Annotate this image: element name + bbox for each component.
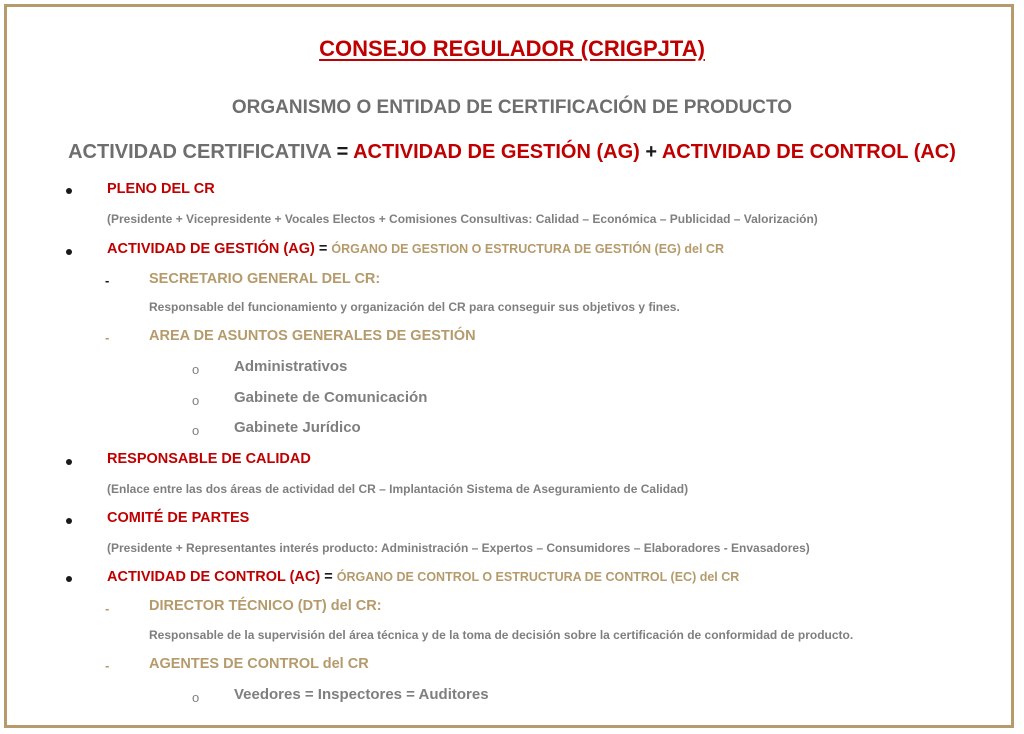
director-heading: DIRECTOR TÉCNICO (DT) del CR: (149, 598, 382, 614)
formula-term-gestion: ACTIVIDAD DE GESTIÓN (AG) (353, 141, 640, 163)
gestion-detail: ÓRGANO DE GESTION O ESTRUCTURA DE GESTIÓN (EG) del CR (331, 242, 724, 256)
area-heading: AREA DE ASUNTOS GENERALES DE GESTIÓN (149, 328, 476, 344)
area-sub-comunicacion: Gabinete de Comunicación (234, 389, 428, 406)
formula-plus: + (639, 141, 662, 163)
page-subtitle: ORGANISMO O ENTIDAD DE CERTIFICACIÓN DE PRODUCTO (231, 97, 793, 118)
formula-equals: = (331, 141, 354, 163)
circle-bullet-icon: o (192, 393, 200, 408)
pleno-note: (Presidente + Vicepresidente + Vocales Electos + Comisiones Consultivas: Calidad – Económica – Publicidad – Valorización) (107, 212, 818, 226)
bullet-icon (66, 576, 72, 582)
comite-note: (Presidente + Representantes interés producto: Administración – Expertos – Consumidores – Elaboradores - Envasadores) (107, 541, 810, 555)
director-note: Responsable de la supervisión del área técnica y de la toma de decisión sobre la certificación de conformidad de producto. (149, 628, 854, 642)
gestion-equals: = (314, 241, 332, 257)
formula-term-control: ACTIVIDAD DE CONTROL (AC) (661, 141, 956, 163)
dash-icon: - (105, 273, 110, 288)
agentes-sub-veedores: Veedores = Inspectores = Auditores (234, 686, 489, 703)
agentes-heading: AGENTES DE CONTROL del CR (149, 656, 369, 672)
pleno-heading: PLENO DEL CR (107, 181, 215, 197)
bullet-icon (66, 518, 72, 524)
control-equals: = (320, 569, 337, 585)
circle-bullet-icon: o (192, 690, 200, 705)
circle-bullet-icon: o (192, 362, 200, 377)
gestion-heading: ACTIVIDAD DE GESTIÓN (AG) (107, 241, 315, 257)
dash-icon: - (105, 601, 110, 616)
calidad-note: (Enlace entre las dos áreas de actividad del CR – Implantación Sistema de Aseguramiento de Calidad) (107, 482, 689, 496)
control-detail: ÓRGANO DE CONTROL O ESTRUCTURA DE CONTROL (EC) del CR (336, 570, 740, 584)
area-sub-administrativos: Administrativos (234, 358, 348, 375)
page-title: CONSEJO REGULADOR (CRIGPJTA) (319, 36, 705, 61)
calidad-heading: RESPONSABLE DE CALIDAD (107, 451, 311, 467)
formula-term-certificativa: ACTIVIDAD CERTIFICATIVA (68, 141, 332, 163)
secretario-heading: SECRETARIO GENERAL DEL CR: (149, 271, 381, 287)
formula-line (0, 141, 1024, 164)
bullet-icon (66, 459, 72, 465)
comite-heading: COMITÉ DE PARTES (107, 510, 250, 526)
control-heading: ACTIVIDAD DE CONTROL (AC) (107, 569, 321, 585)
gestion-line (107, 241, 724, 257)
bullet-icon (66, 249, 72, 255)
control-line (107, 569, 739, 585)
secretario-note: Responsable del funcionamiento y organización del CR para conseguir sus objetivos y fines. (149, 300, 680, 314)
dash-icon: - (105, 330, 110, 345)
area-sub-juridico: Gabinete Jurídico (234, 419, 361, 436)
bullet-icon (66, 188, 72, 194)
circle-bullet-icon: o (192, 423, 200, 438)
dash-icon: - (105, 658, 110, 673)
